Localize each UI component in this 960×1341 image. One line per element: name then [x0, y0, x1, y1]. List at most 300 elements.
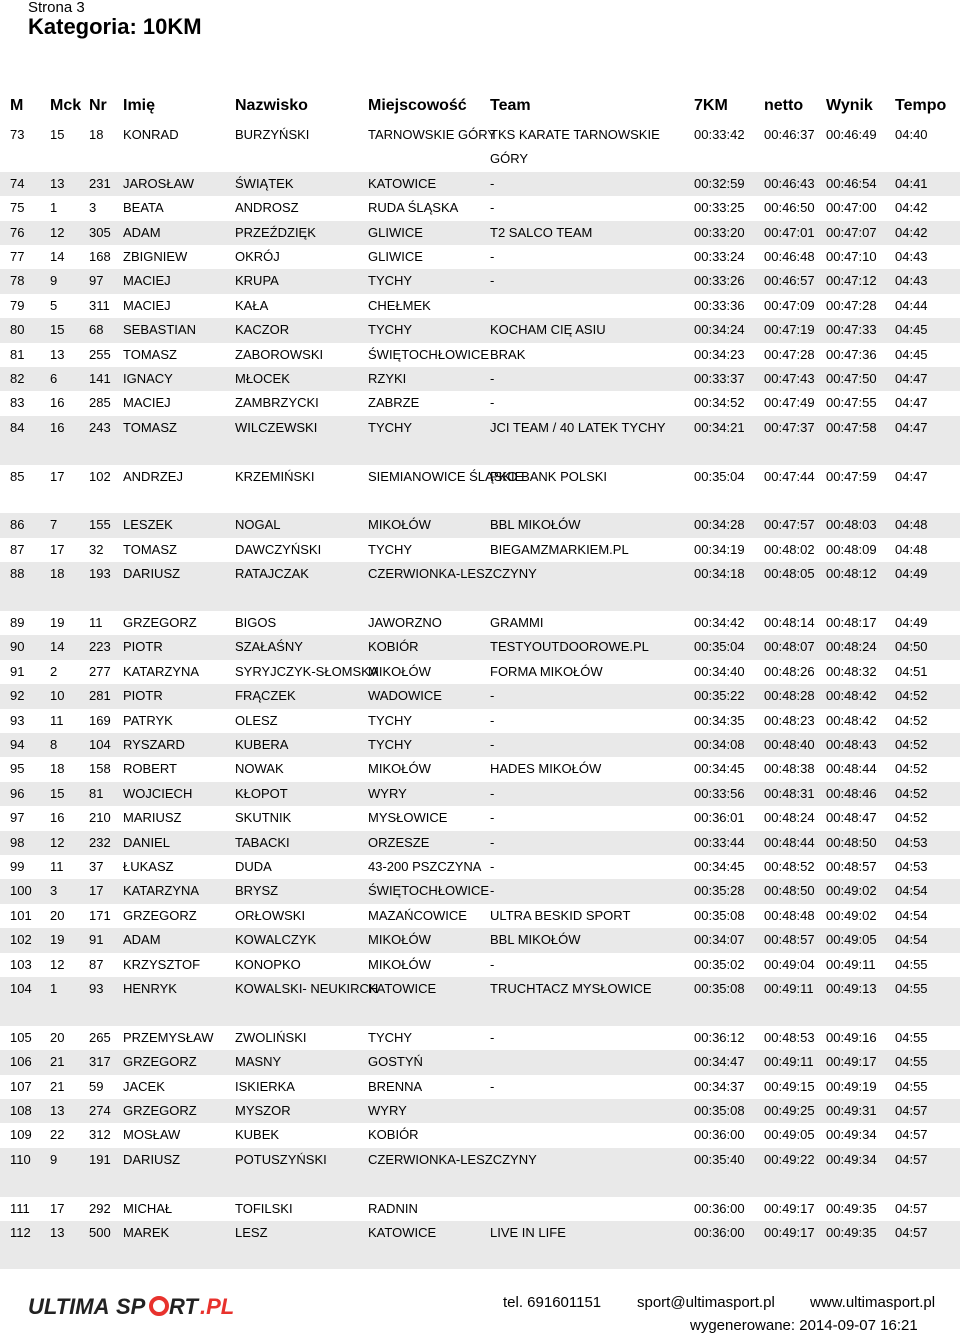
cell-miejscowosc: GLIWICE [368, 249, 423, 264]
cell-team: ULTRA BESKID SPORT [490, 907, 631, 923]
cell-m: 91 [10, 663, 25, 679]
cell-m: 99 [10, 859, 25, 874]
cell-nazwisko: ZABOROWSKI [235, 346, 324, 362]
cell-mck: 12 [50, 956, 65, 972]
cell-7km: 00:33:20 [694, 224, 745, 240]
table-row [0, 1075, 960, 1099]
cell-mck: 18 [50, 761, 65, 777]
cell-team: HADES MIKOŁÓW [490, 761, 602, 777]
cell-nazwisko: TOFILSKI [235, 1200, 293, 1216]
cell-miejscowosc: BRENNA [368, 1078, 423, 1094]
cell-mck: 21 [50, 1054, 65, 1070]
cell-7km: 00:32:59 [694, 175, 745, 191]
cell-7km: 00:36:12 [694, 1029, 745, 1045]
cell-nazwisko: MŁOCEK [235, 371, 290, 386]
cell-m: 75 [10, 200, 25, 216]
cell-m: 102 [10, 932, 32, 948]
footer-band [0, 1243, 960, 1269]
cell-tempo: 04:55 [895, 1029, 928, 1045]
table-row [0, 709, 960, 733]
cell-nazwisko: LESZ [235, 1225, 268, 1240]
cell-nazwisko: ISKIERKA [235, 1078, 295, 1094]
cell-netto: 00:47:09 [764, 297, 815, 313]
cell-team: - [490, 371, 495, 386]
cell-mck: 8 [50, 737, 58, 752]
cell-miejscowosc: ŚWIĘTOCHŁOWICE [368, 883, 490, 899]
cell-tempo: 04:52 [895, 737, 928, 752]
cell-nazwisko: KOWALSKI- NEUKIRCH [235, 981, 379, 996]
col-header-tempo: Tempo [895, 97, 947, 114]
cell-m: 81 [10, 346, 25, 362]
cell-nr: 141 [89, 371, 111, 386]
table-row [0, 367, 960, 391]
cell-nazwisko: DAWCZYŃSKI [235, 541, 322, 557]
cell-mck: 1 [50, 981, 58, 996]
cell-team: LIVE IN LIFE [490, 1225, 566, 1240]
cell-nazwisko: KAŁA [235, 297, 269, 313]
cell-team: - [490, 688, 495, 704]
cell-mck: 7 [50, 517, 58, 533]
table-row [0, 1123, 960, 1147]
cell-imie: KRZYSZTOF [123, 956, 201, 972]
cell-nazwisko: SZAŁAŚNY [235, 639, 303, 655]
cell-netto: 00:49:17 [764, 1225, 815, 1240]
cell-nr: 93 [89, 981, 104, 996]
cell-team: - [490, 395, 495, 411]
cell-nazwisko: BURZYŃSKI [235, 127, 310, 142]
table-row [0, 465, 960, 514]
cell-imie: MOSŁAW [123, 1127, 181, 1143]
cell-m: 103 [10, 956, 32, 972]
cell-wynik: 00:47:58 [826, 419, 877, 435]
cell-tempo: 04:53 [895, 834, 928, 850]
cell-netto: 00:47:01 [764, 224, 815, 240]
cell-miejscowosc: KOBIÓR [368, 1127, 419, 1143]
cell-tempo: 04:57 [895, 1103, 928, 1118]
cell-m: 80 [10, 322, 25, 338]
cell-wynik: 00:49:02 [826, 907, 877, 923]
cell-netto: 00:48:50 [764, 883, 815, 899]
cell-imie: JAROSŁAW [123, 175, 195, 191]
cell-imie: PIOTR [123, 639, 163, 655]
cell-imie: ŁUKASZ [123, 859, 174, 874]
cell-m: 76 [10, 224, 25, 240]
cell-7km: 00:34:45 [694, 761, 745, 777]
cell-miejscowosc: KATOWICE [368, 1225, 437, 1240]
cell-nazwisko: SYRYJCZYK-SŁOMSKA [235, 663, 379, 679]
cell-team: BIEGAMZMARKIEM.PL [490, 541, 629, 557]
cell-miejscowosc: MIKOŁÓW [368, 761, 431, 777]
cell-nazwisko: KUBEK [235, 1127, 280, 1143]
cell-wynik: 00:48:24 [826, 639, 877, 655]
cell-7km: 00:35:40 [694, 1151, 745, 1167]
cell-nr: 232 [89, 834, 111, 850]
cell-m: 86 [10, 517, 25, 533]
cell-m: 98 [10, 834, 25, 850]
table-row [0, 904, 960, 928]
cell-nr: 311 [89, 297, 110, 313]
category-title: Kategoria: 10KM [28, 14, 202, 39]
cell-team: FORMA MIKOŁÓW [490, 663, 603, 679]
cell-7km: 00:34:19 [694, 541, 745, 557]
table-row [0, 1148, 960, 1197]
cell-tempo: 04:57 [895, 1151, 928, 1167]
cell-mck: 22 [50, 1127, 65, 1143]
cell-mck: 11 [50, 712, 64, 728]
cell-mck: 17 [50, 1200, 65, 1216]
cell-wynik: 00:47:33 [826, 322, 877, 338]
cell-mck: 19 [50, 932, 65, 948]
cell-miejscowosc: MIKOŁÓW [368, 956, 431, 972]
cell-nr: 81 [89, 785, 104, 801]
table-row [0, 294, 960, 318]
cell-mck: 12 [50, 834, 65, 850]
table-row [0, 953, 960, 977]
cell-miejscowosc: WYRY [368, 1103, 407, 1118]
cell-nazwisko: KŁOPOT [235, 785, 288, 801]
cell-nr: 104 [89, 737, 111, 752]
cell-wynik: 00:49:11 [826, 956, 876, 972]
cell-tempo: 04:49 [895, 566, 928, 582]
table-row [0, 221, 960, 245]
cell-m: 78 [10, 273, 25, 289]
cell-nr: 97 [89, 273, 104, 289]
col-header-mck: Mck [50, 97, 82, 114]
cell-tempo: 04:48 [895, 517, 928, 533]
cell-mck: 20 [50, 1029, 65, 1045]
cell-tempo: 04:43 [895, 249, 928, 264]
col-header-7km: 7KM [694, 97, 728, 114]
cell-imie: TOMASZ [123, 419, 177, 435]
cell-team: BBL MIKOŁÓW [490, 517, 581, 533]
cell-tempo: 04:49 [895, 615, 928, 630]
cell-miejscowosc: TYCHY [368, 419, 413, 435]
cell-7km: 00:33:42 [694, 127, 745, 142]
cell-nr: 255 [89, 346, 111, 362]
col-header-imie: Imię [123, 97, 156, 114]
cell-imie: MACIEJ [123, 297, 171, 313]
cell-nazwisko: FRĄCZEK [235, 688, 296, 704]
cell-miejscowosc: CZERWIONKA-LESZCZYNY [368, 1151, 537, 1167]
cell-imie: IGNACY [123, 371, 173, 386]
table-row [0, 245, 960, 269]
cell-m: 108 [10, 1103, 32, 1118]
cell-7km: 00:36:00 [694, 1225, 745, 1240]
cell-m: 77 [10, 249, 25, 264]
cell-tempo: 04:43 [895, 273, 928, 289]
cell-team: TRUCHTACZ MYSŁOWICE [490, 981, 652, 996]
table-row [0, 343, 960, 367]
cell-team: - [490, 956, 495, 972]
cell-team: - [490, 1029, 495, 1045]
col-header-wynik: Wynik [826, 97, 873, 114]
cell-mck: 11 [50, 859, 64, 874]
footer-email[interactable]: sport@ultimasport.pl [637, 1294, 775, 1311]
cell-7km: 00:33:37 [694, 371, 745, 386]
cell-tempo: 04:54 [895, 932, 928, 948]
cell-miejscowosc: GOSTYŃ [368, 1054, 423, 1070]
cell-wynik: 00:49:35 [826, 1200, 877, 1216]
cell-mck: 9 [50, 273, 58, 289]
cell-nazwisko: MYSZOR [235, 1103, 291, 1118]
cell-imie: SEBASTIAN [123, 322, 196, 338]
table-row [0, 782, 960, 806]
cell-netto: 00:48:23 [764, 712, 815, 728]
table-row [0, 660, 960, 684]
cell-tempo: 04:47 [895, 419, 928, 435]
cell-m: 88 [10, 566, 25, 582]
cell-tempo: 04:48 [895, 541, 928, 557]
cell-nazwisko: POTUSZYŃSKI [235, 1151, 327, 1167]
cell-miejscowosc: RZYKI [368, 371, 407, 386]
cell-7km: 00:36:00 [694, 1127, 745, 1143]
cell-m: 85 [10, 468, 25, 484]
cell-imie: GRZEGORZ [123, 1103, 197, 1118]
table-row [0, 1099, 960, 1123]
cell-nazwisko: KRZEMIŃSKI [235, 468, 315, 484]
cell-nr: 193 [89, 566, 111, 582]
table-row [0, 416, 960, 465]
table-row [0, 269, 960, 293]
cell-wynik: 00:48:03 [826, 517, 877, 533]
cell-miejscowosc: TYCHY [368, 737, 413, 752]
cell-imie: MARIUSZ [123, 810, 182, 826]
cell-nazwisko: BRYSZ [235, 883, 279, 899]
cell-nr: 158 [89, 761, 111, 777]
cell-wynik: 00:47:36 [826, 346, 877, 362]
cell-wynik: 00:48:32 [826, 663, 877, 679]
cell-imie: BEATA [123, 200, 164, 216]
cell-netto: 00:48:52 [764, 859, 815, 874]
table-row [0, 684, 960, 708]
cell-nazwisko: OLESZ [235, 712, 278, 728]
cell-nr: 37 [89, 859, 104, 874]
svg-text:ULTIMA: ULTIMA [28, 1294, 110, 1319]
cell-netto: 00:48:24 [764, 810, 815, 826]
cell-netto: 00:49:17 [764, 1200, 815, 1216]
cell-nazwisko: DUDA [235, 859, 272, 874]
table-row [0, 611, 960, 635]
cell-wynik: 00:48:43 [826, 737, 877, 752]
cell-nr: 68 [89, 322, 104, 338]
cell-wynik: 00:47:07 [826, 224, 877, 240]
cell-nr: 292 [89, 1200, 111, 1216]
table-row [0, 1026, 960, 1050]
cell-imie: PIOTR [123, 688, 163, 704]
cell-nr: 191 [89, 1151, 111, 1167]
cell-netto: 00:49:11 [764, 981, 814, 996]
cell-imie: ZBIGNIEW [123, 249, 188, 264]
cell-7km: 00:34:40 [694, 663, 745, 679]
cell-netto: 00:47:43 [764, 371, 815, 386]
cell-team: - [490, 883, 495, 899]
svg-text:SP: SP [116, 1294, 146, 1319]
cell-m: 111 [10, 1200, 30, 1216]
cell-7km: 00:34:21 [694, 419, 745, 435]
cell-7km: 00:34:47 [694, 1054, 745, 1070]
cell-team: PKO BANK POLSKI [490, 468, 608, 484]
cell-wynik: 00:47:00 [826, 200, 877, 216]
cell-team: - [490, 249, 495, 264]
cell-m: 97 [10, 810, 25, 826]
cell-tempo: 04:41 [895, 175, 928, 191]
cell-nr: 91 [89, 932, 104, 948]
cell-mck: 13 [50, 1225, 65, 1240]
cell-7km: 00:35:02 [694, 956, 745, 972]
cell-wynik: 00:48:17 [826, 615, 877, 630]
cell-team: - [490, 200, 495, 216]
cell-team: - [490, 273, 495, 289]
cell-imie: MACIEJ [123, 273, 171, 289]
cell-tempo: 04:54 [895, 883, 928, 899]
cell-team: - [490, 810, 495, 826]
cell-7km: 00:33:25 [694, 200, 745, 216]
col-header-miejscowosc: Miejscowość [368, 97, 467, 114]
cell-nr: 169 [89, 712, 111, 728]
cell-miejscowosc: GLIWICE [368, 224, 423, 240]
cell-tempo: 04:44 [895, 297, 928, 313]
cell-miejscowosc: MAZAŃCOWICE [368, 907, 467, 923]
cell-netto: 00:49:15 [764, 1078, 815, 1094]
cell-7km: 00:34:45 [694, 859, 745, 874]
cell-imie: GRZEGORZ [123, 907, 197, 923]
cell-7km: 00:33:56 [694, 785, 745, 801]
cell-tempo: 04:52 [895, 688, 928, 704]
cell-tempo: 04:51 [895, 663, 928, 679]
cell-m: 89 [10, 615, 25, 630]
cell-tempo: 04:54 [895, 907, 928, 923]
cell-wynik: 00:47:12 [826, 273, 877, 289]
cell-netto: 00:48:44 [764, 834, 815, 850]
cell-imie: DARIUSZ [123, 566, 181, 582]
generated-timestamp: wygenerowane: 2014-09-07 16:21 [690, 1317, 918, 1334]
cell-imie: DARIUSZ [123, 1151, 181, 1167]
cell-mck: 13 [50, 175, 65, 191]
cell-tempo: 04:50 [895, 639, 928, 655]
cell-nr: 277 [89, 663, 111, 679]
cell-wynik: 00:47:50 [826, 371, 877, 386]
cell-wynik: 00:48:57 [826, 859, 877, 874]
page-label: Strona 3 [28, 0, 85, 16]
cell-wynik: 00:49:19 [826, 1078, 877, 1094]
table-row [0, 977, 960, 1026]
cell-netto: 00:46:48 [764, 249, 815, 264]
cell-tempo: 04:55 [895, 1078, 928, 1094]
cell-nr: 274 [89, 1103, 111, 1118]
cell-imie: PRZEMYSŁAW [123, 1029, 214, 1045]
cell-nazwisko: SKUTNIK [235, 810, 292, 826]
table-row [0, 172, 960, 196]
cell-wynik: 00:48:42 [826, 712, 877, 728]
cell-wynik: 00:47:28 [826, 297, 877, 313]
cell-wynik: 00:49:35 [826, 1225, 877, 1240]
table-row [0, 196, 960, 220]
cell-7km: 00:35:04 [694, 468, 745, 484]
cell-team: BBL MIKOŁÓW [490, 932, 581, 948]
cell-mck: 16 [50, 810, 65, 826]
cell-miejscowosc: ŚWIĘTOCHŁOWICE [368, 346, 490, 362]
cell-mck: 16 [50, 395, 65, 411]
cell-7km: 00:34:23 [694, 346, 745, 362]
ultimasport-logo [28, 1290, 268, 1322]
table-row [0, 123, 960, 172]
cell-mck: 1 [50, 200, 58, 216]
cell-miejscowosc: RUDA ŚLĄSKA [368, 200, 459, 216]
cell-m: 87 [10, 541, 25, 557]
cell-mck: 9 [50, 1151, 58, 1167]
cell-mck: 15 [50, 127, 65, 142]
cell-tempo: 04:55 [895, 981, 928, 996]
cell-mck: 12 [50, 224, 65, 240]
footer-phone: tel. 691601151 [503, 1294, 602, 1311]
col-header-netto: netto [764, 97, 804, 114]
cell-team: - [490, 175, 495, 191]
table-row [0, 928, 960, 952]
cell-mck: 13 [50, 346, 65, 362]
svg-text:.PL: .PL [200, 1294, 235, 1319]
cell-team: BRAK [490, 346, 526, 362]
cell-nazwisko: KUBERA [235, 737, 289, 752]
cell-7km: 00:34:07 [694, 932, 745, 948]
cell-miejscowosc: WYRY [368, 785, 407, 801]
cell-nr: 312 [89, 1127, 111, 1143]
table-row [0, 538, 960, 562]
table-row [0, 831, 960, 855]
footer-website[interactable]: www.ultimasport.pl [810, 1294, 936, 1311]
cell-netto: 00:48:53 [764, 1029, 815, 1045]
cell-mck: 14 [50, 639, 65, 655]
cell-m: 110 [10, 1151, 31, 1167]
cell-m: 92 [10, 688, 25, 704]
cell-wynik: 00:48:46 [826, 785, 877, 801]
cell-team: - [490, 859, 495, 874]
cell-m: 101 [10, 907, 32, 923]
cell-7km: 00:34:42 [694, 615, 745, 630]
cell-mck: 16 [50, 419, 65, 435]
cell-netto: 00:48:31 [764, 785, 815, 801]
cell-wynik: 00:47:10 [826, 249, 877, 264]
cell-m: 105 [10, 1029, 32, 1045]
cell-tempo: 04:53 [895, 859, 928, 874]
cell-wynik: 00:48:09 [826, 541, 877, 557]
cell-tempo: 04:45 [895, 322, 928, 338]
cell-imie: PATRYK [123, 712, 173, 728]
cell-miejscowosc: ZABRZE [368, 395, 420, 411]
cell-7km: 00:34:28 [694, 517, 745, 533]
cell-m: 73 [10, 127, 25, 142]
cell-nazwisko: KONOPKO [235, 956, 301, 972]
cell-team: JCI TEAM / 40 LATEK TYCHY [490, 419, 666, 435]
cell-tempo: 04:45 [895, 346, 928, 362]
cell-nazwisko: ZWOLIŃSKI [235, 1029, 307, 1045]
cell-netto: 00:48:28 [764, 688, 815, 704]
table-row [0, 635, 960, 659]
cell-netto: 00:48:57 [764, 932, 815, 948]
cell-m: 106 [10, 1054, 32, 1070]
cell-miejscowosc: MYSŁOWICE [368, 810, 448, 826]
cell-m: 95 [10, 761, 25, 777]
cell-netto: 00:49:05 [764, 1127, 815, 1143]
cell-team: - [490, 834, 495, 850]
cell-netto: 00:47:57 [764, 517, 815, 533]
cell-mck: 19 [50, 615, 65, 630]
cell-nazwisko: BIGOS [235, 615, 277, 630]
cell-nr: 11 [89, 615, 103, 630]
cell-m: 74 [10, 175, 25, 191]
cell-tempo: 04:57 [895, 1225, 928, 1240]
cell-wynik: 00:49:05 [826, 932, 877, 948]
cell-m: 93 [10, 712, 25, 728]
